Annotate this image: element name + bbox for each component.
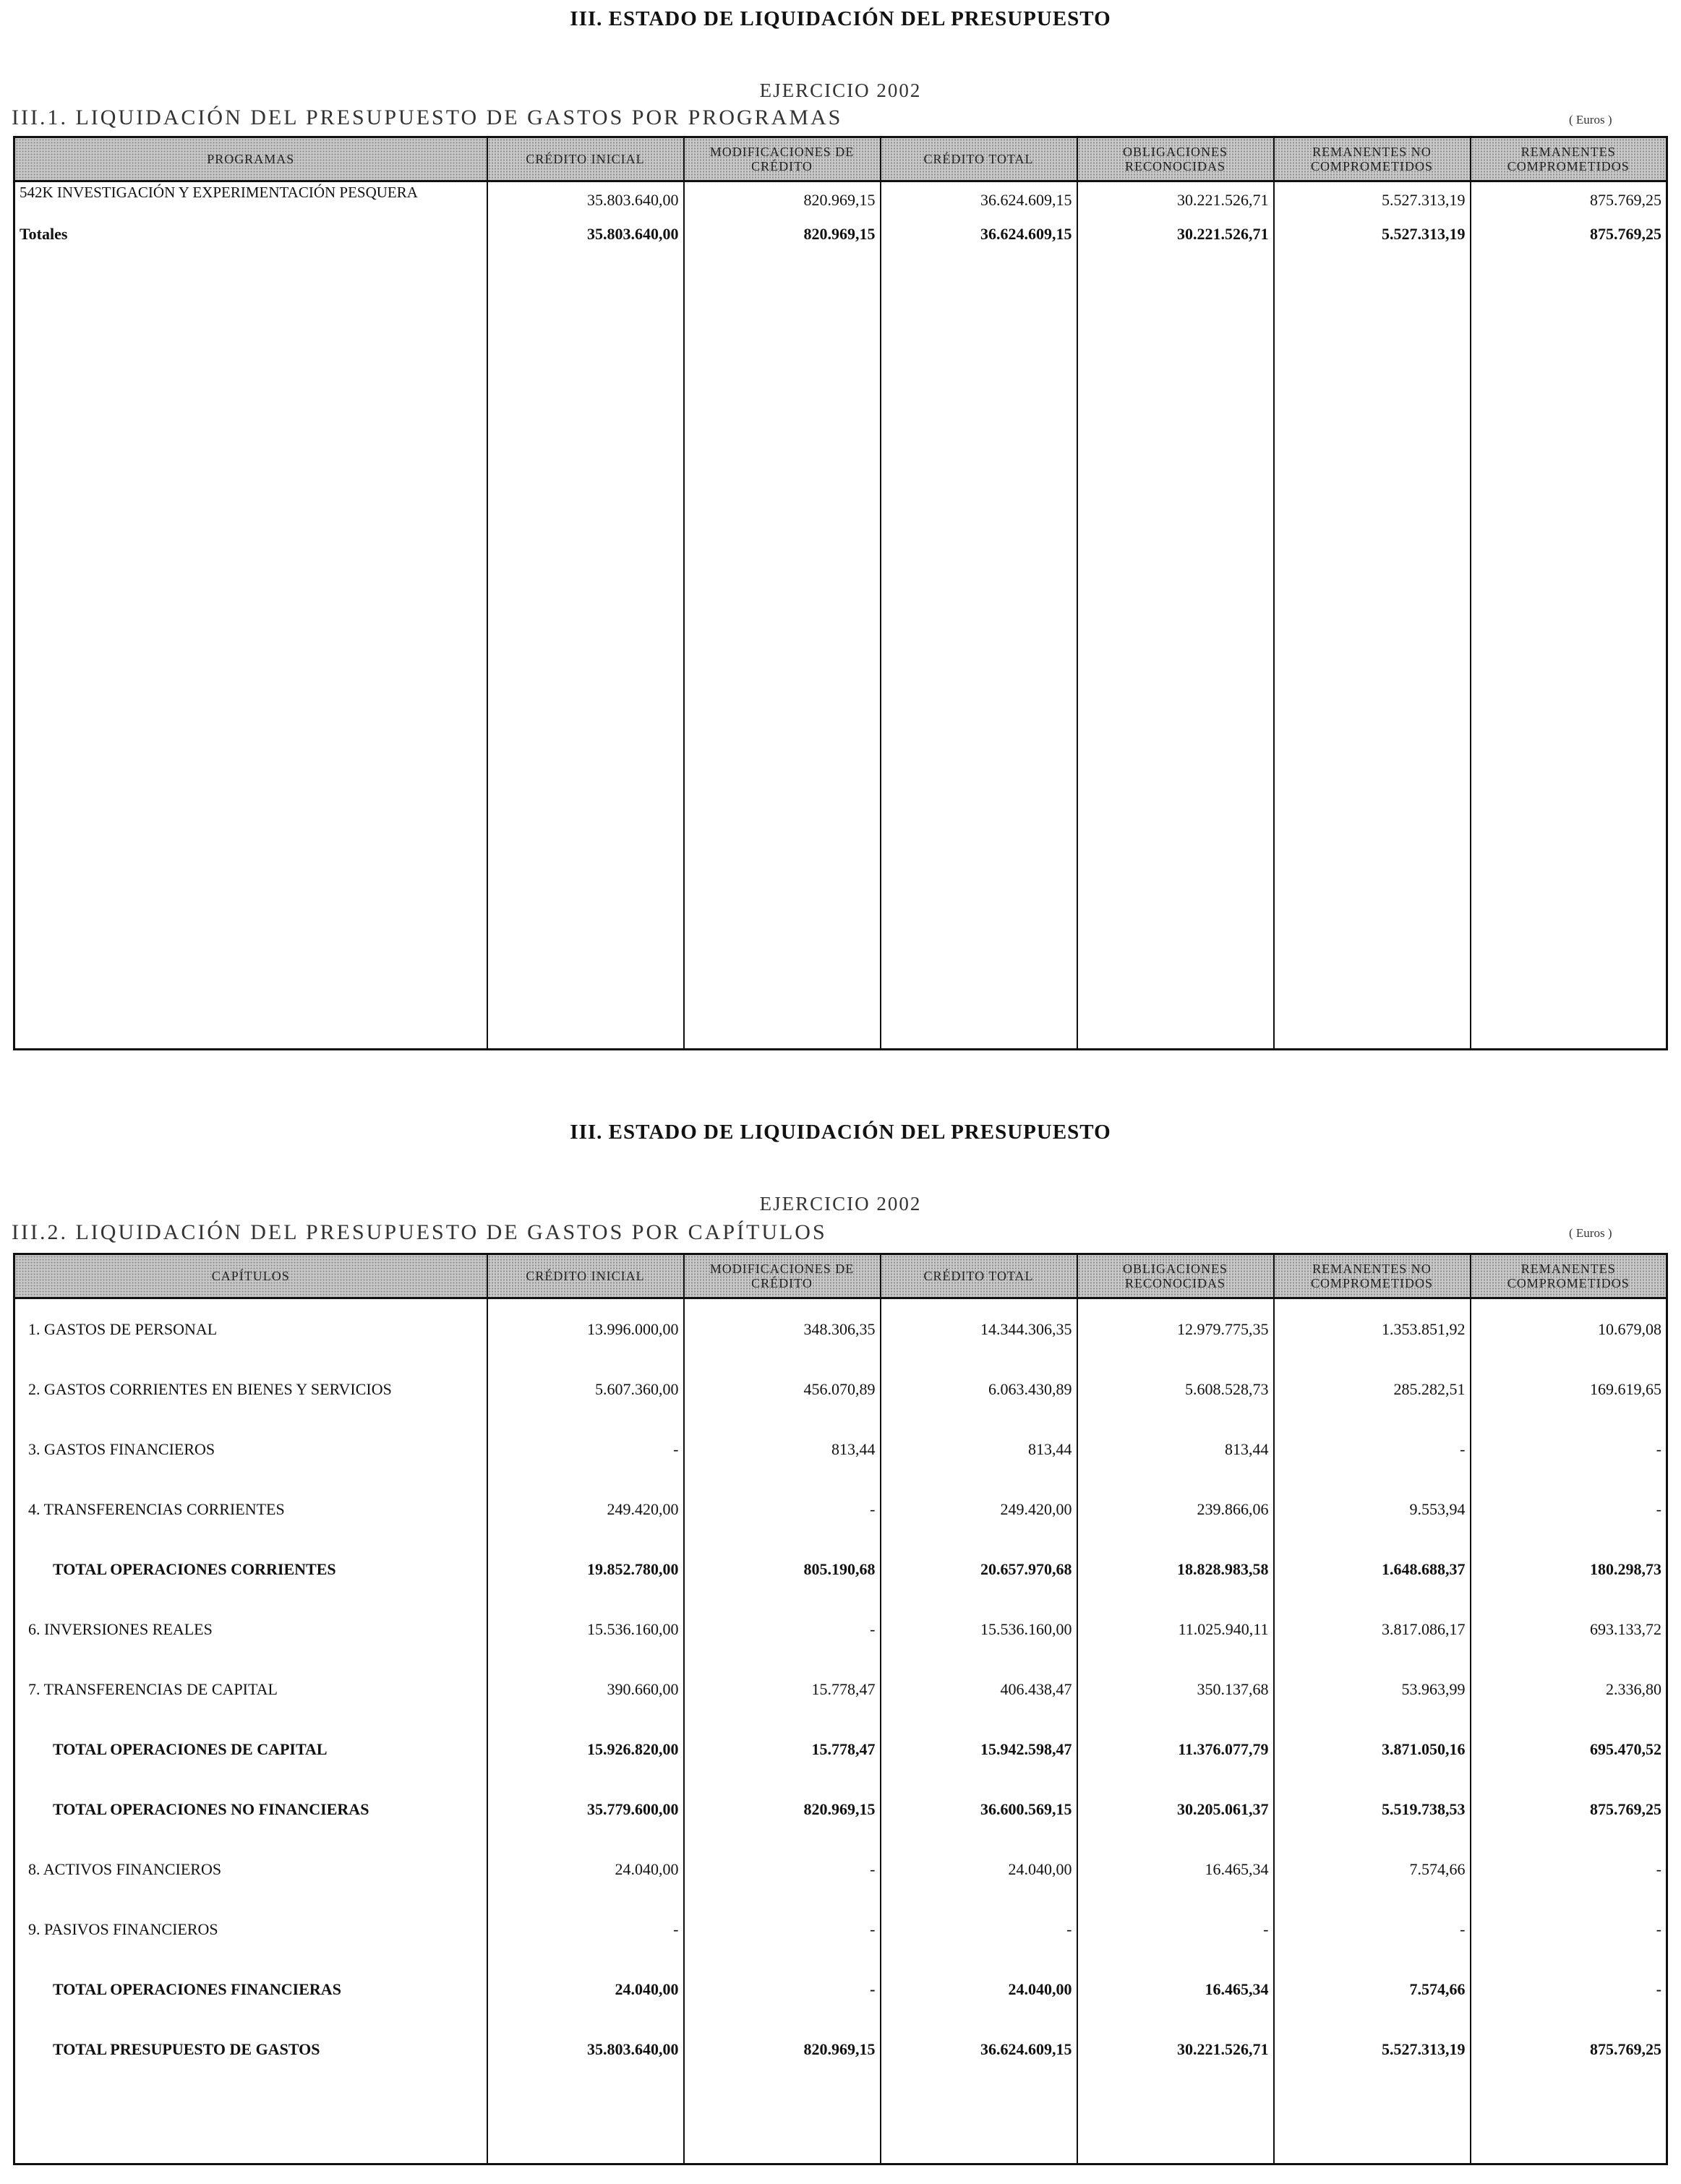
column-header: REMANENTES NO COMPROMETIDOS (1274, 1254, 1471, 1298)
cell-remanentes-no-comprometidos: 1.353.851,92 (1274, 1298, 1471, 1360)
column-header: CRÉDITO INICIAL (487, 137, 684, 181)
cell-obligaciones: 16.465,34 (1077, 1959, 1274, 2019)
table-row (14, 1419, 1667, 1479)
cell-modificaciones: - (684, 1899, 881, 1959)
table-row (14, 1479, 1667, 1539)
cell-modificaciones: - (684, 1839, 881, 1899)
cell-credito-total: 6.063.430,89 (881, 1359, 1077, 1419)
column-header: MODIFICACIONES DE CRÉDITO (684, 137, 881, 181)
row-label: TOTAL OPERACIONES CORRIENTES (53, 1559, 336, 1578)
table-row (14, 1359, 1667, 1419)
cell-remanentes-no-comprometidos: 285.282,51 (1274, 1359, 1471, 1419)
cell-remanentes-no-comprometidos: 7.574,66 (1274, 1959, 1471, 2019)
cell-remanentes-comprometidos: - (1471, 1479, 1667, 1539)
cell-remanentes-no-comprometidos: 3.871.050,16 (1274, 1719, 1471, 1779)
cell-credito-inicial: 19.852.780,00 (487, 1539, 684, 1599)
cell-credito-total: 15.536.160,00 (881, 1599, 1077, 1659)
cell-obligaciones: 30.221.526,71 (1077, 225, 1274, 249)
cell-remanentes-no-comprometidos: 5.519.738,53 (1274, 1779, 1471, 1839)
cell-obligaciones: 12.979.775,35 (1077, 1298, 1274, 1360)
cell-credito-inicial: - (487, 1899, 684, 1959)
cell-modificaciones: 805.190,68 (684, 1539, 881, 1599)
programs-budget-table (13, 136, 1668, 1050)
cell-remanentes-no-comprometidos: 53.963,99 (1274, 1659, 1471, 1719)
table-row (14, 1659, 1667, 1719)
cell-remanentes-comprometidos: 875.769,25 (1471, 1779, 1667, 1839)
table-header-row (14, 137, 1667, 181)
totals-row (14, 1539, 1667, 1599)
column-header: MODIFICACIONES DE CRÉDITO (684, 1254, 881, 1298)
cell-obligaciones: - (1077, 1899, 1274, 1959)
cell-credito-inicial: 390.660,00 (487, 1659, 684, 1719)
page-title: III. ESTADO DE LIQUIDACIÓN DEL PRESUPUESTO (570, 7, 1111, 30)
cell-modificaciones: 820.969,15 (684, 225, 881, 249)
row-label: 6. INVERSIONES REALES (28, 1619, 213, 1638)
fiscal-year: EJERCICIO 2002 (759, 1193, 922, 1215)
row-label: 2. GASTOS CORRIENTES EN BIENES Y SERVICIOS (28, 1379, 392, 1398)
row-label: 3. GASTOS FINANCIEROS (28, 1439, 215, 1458)
row-label: 542K INVESTIGACIÓN Y EXPERIMENTACIÓN PESQUERA (20, 184, 418, 201)
cell-obligaciones: 5.608.528,73 (1077, 1359, 1274, 1419)
cell-credito-total: 36.624.609,15 (881, 2019, 1077, 2079)
row-label: 4. TRANSFERENCIAS CORRIENTES (28, 1499, 285, 1518)
cell-credito-inicial: 24.040,00 (487, 1959, 684, 2019)
cell-credito-inicial: 13.996.000,00 (487, 1298, 684, 1360)
cell-remanentes-comprometidos: 695.470,52 (1471, 1719, 1667, 1779)
cell-modificaciones: - (684, 1959, 881, 2019)
cell-remanentes-no-comprometidos: 5.527.313,19 (1274, 2019, 1471, 2079)
cell-credito-inicial: 35.803.640,00 (487, 225, 684, 249)
totals-row (14, 1779, 1667, 1839)
cell-credito-total: 36.600.569,15 (881, 1779, 1077, 1839)
cell-remanentes-comprometidos: - (1471, 1899, 1667, 1959)
section-subtitle: III.1. LIQUIDACIÓN DEL PRESUPUESTO DE GASTOS POR PROGRAMAS (12, 106, 843, 129)
cell-credito-inicial: 15.536.160,00 (487, 1599, 684, 1659)
totals-row (14, 2019, 1667, 2079)
cell-credito-inicial: 249.420,00 (487, 1479, 684, 1539)
column-header: OBLIGACIONES RECONOCIDAS (1077, 1254, 1274, 1298)
table-empty-area (14, 2079, 1667, 2164)
column-header: REMANENTES COMPROMETIDOS (1471, 137, 1667, 181)
cell-credito-inicial: 24.040,00 (487, 1839, 684, 1899)
cell-credito-total: 14.344.306,35 (881, 1298, 1077, 1360)
column-header: OBLIGACIONES RECONOCIDAS (1077, 137, 1274, 181)
page-title: III. ESTADO DE LIQUIDACIÓN DEL PRESUPUESTO (570, 1121, 1111, 1144)
row-label: 8. ACTIVOS FINANCIEROS (28, 1859, 222, 1878)
cell-modificaciones: 348.306,35 (684, 1298, 881, 1360)
row-label: TOTAL PRESUPUESTO DE GASTOS (53, 2039, 320, 2058)
cell-credito-total: 813,44 (881, 1419, 1077, 1479)
cell-modificaciones: 820.969,15 (684, 181, 881, 225)
table-row (14, 1839, 1667, 1899)
cell-remanentes-comprometidos: 169.619,65 (1471, 1359, 1667, 1419)
cell-credito-total: 15.942.598,47 (881, 1719, 1077, 1779)
row-label: TOTAL OPERACIONES NO FINANCIERAS (53, 1799, 369, 1818)
cell-modificaciones: 820.969,15 (684, 2019, 881, 2079)
table-empty-area (14, 249, 1667, 1050)
cell-modificaciones: 456.070,89 (684, 1359, 881, 1419)
chapters-budget-table (13, 1253, 1668, 2165)
cell-remanentes-no-comprometidos: 5.527.313,19 (1274, 181, 1471, 225)
cell-obligaciones: 239.866,06 (1077, 1479, 1274, 1539)
row-label: TOTAL OPERACIONES DE CAPITAL (53, 1739, 328, 1758)
cell-credito-total: - (881, 1899, 1077, 1959)
cell-remanentes-no-comprometidos: 9.553,94 (1274, 1479, 1471, 1539)
row-label: 9. PASIVOS FINANCIEROS (28, 1919, 218, 1938)
cell-credito-total: 406.438,47 (881, 1659, 1077, 1719)
row-label: 7. TRANSFERENCIAS DE CAPITAL (28, 1679, 278, 1698)
column-header: CRÉDITO TOTAL (881, 1254, 1077, 1298)
cell-obligaciones: 30.205.061,37 (1077, 1779, 1274, 1839)
cell-remanentes-no-comprometidos: - (1274, 1899, 1471, 1959)
table-header-row (14, 1254, 1667, 1298)
cell-obligaciones: 11.025.940,11 (1077, 1599, 1274, 1659)
cell-credito-total: 36.624.609,15 (881, 181, 1077, 225)
table-row (14, 1599, 1667, 1659)
cell-credito-inicial: 5.607.360,00 (487, 1359, 684, 1419)
table-row (14, 1899, 1667, 1959)
column-header: CRÉDITO TOTAL (881, 137, 1077, 181)
totals-row (14, 1719, 1667, 1779)
cell-credito-total: 249.420,00 (881, 1479, 1077, 1539)
cell-remanentes-comprometidos: 875.769,25 (1471, 225, 1667, 249)
cell-remanentes-no-comprometidos: 7.574,66 (1274, 1839, 1471, 1899)
cell-obligaciones: 30.221.526,71 (1077, 2019, 1274, 2079)
cell-obligaciones: 813,44 (1077, 1419, 1274, 1479)
cell-credito-total: 24.040,00 (881, 1839, 1077, 1899)
cell-modificaciones: 820.969,15 (684, 1779, 881, 1839)
cell-remanentes-comprometidos: - (1471, 1959, 1667, 2019)
cell-credito-total: 36.624.609,15 (881, 225, 1077, 249)
cell-credito-inicial: 35.803.640,00 (487, 181, 684, 225)
cell-remanentes-comprometidos: - (1471, 1839, 1667, 1899)
column-header: PROGRAMAS (14, 137, 487, 181)
cell-obligaciones: 16.465,34 (1077, 1839, 1274, 1899)
column-header: CAPÍTULOS (14, 1254, 487, 1298)
cell-credito-total: 20.657.970,68 (881, 1539, 1077, 1599)
table-row (14, 1298, 1667, 1360)
cell-credito-inicial: 35.803.640,00 (487, 2019, 684, 2079)
cell-credito-total: 24.040,00 (881, 1959, 1077, 2019)
cell-obligaciones: 30.221.526,71 (1077, 181, 1274, 225)
cell-credito-inicial: - (487, 1419, 684, 1479)
cell-remanentes-comprometidos: - (1471, 1419, 1667, 1479)
totals-row (14, 1959, 1667, 2019)
cell-remanentes-no-comprometidos: 5.527.313,19 (1274, 225, 1471, 249)
cell-obligaciones: 11.376.077,79 (1077, 1719, 1274, 1779)
row-label: Totales (20, 224, 68, 243)
cell-obligaciones: 18.828.983,58 (1077, 1539, 1274, 1599)
cell-modificaciones: 15.778,47 (684, 1659, 881, 1719)
cell-credito-inicial: 15.926.820,00 (487, 1719, 684, 1779)
row-label: TOTAL OPERACIONES FINANCIERAS (53, 1979, 341, 1998)
cell-modificaciones: - (684, 1599, 881, 1659)
cell-remanentes-comprometidos: 10.679,08 (1471, 1298, 1667, 1360)
cell-obligaciones: 350.137,68 (1077, 1659, 1274, 1719)
cell-remanentes-no-comprometidos: 3.817.086,17 (1274, 1599, 1471, 1659)
cell-credito-inicial: 35.779.600,00 (487, 1779, 684, 1839)
cell-remanentes-comprometidos: 693.133,72 (1471, 1599, 1667, 1659)
cell-remanentes-comprometidos: 875.769,25 (1471, 2019, 1667, 2079)
table-row (14, 181, 1667, 225)
fiscal-year: EJERCICIO 2002 (759, 80, 922, 101)
currency-unit: ( Euros ) (1569, 113, 1612, 127)
cell-remanentes-comprometidos: 875.769,25 (1471, 181, 1667, 225)
totals-row (14, 225, 1667, 249)
section-subtitle: III.2. LIQUIDACIÓN DEL PRESUPUESTO DE GASTOS POR CAPÍTULOS (12, 1220, 827, 1244)
cell-remanentes-comprometidos: 180.298,73 (1471, 1539, 1667, 1599)
cell-modificaciones: - (684, 1479, 881, 1539)
row-label: 1. GASTOS DE PERSONAL (28, 1319, 218, 1338)
column-header: REMANENTES COMPROMETIDOS (1471, 1254, 1667, 1298)
cell-remanentes-no-comprometidos: - (1274, 1419, 1471, 1479)
cell-remanentes-no-comprometidos: 1.648.688,37 (1274, 1539, 1471, 1599)
column-header: REMANENTES NO COMPROMETIDOS (1274, 137, 1471, 181)
cell-remanentes-comprometidos: 2.336,80 (1471, 1659, 1667, 1719)
column-header: CRÉDITO INICIAL (487, 1254, 684, 1298)
cell-modificaciones: 813,44 (684, 1419, 881, 1479)
cell-modificaciones: 15.778,47 (684, 1719, 881, 1779)
currency-unit: ( Euros ) (1569, 1226, 1612, 1240)
